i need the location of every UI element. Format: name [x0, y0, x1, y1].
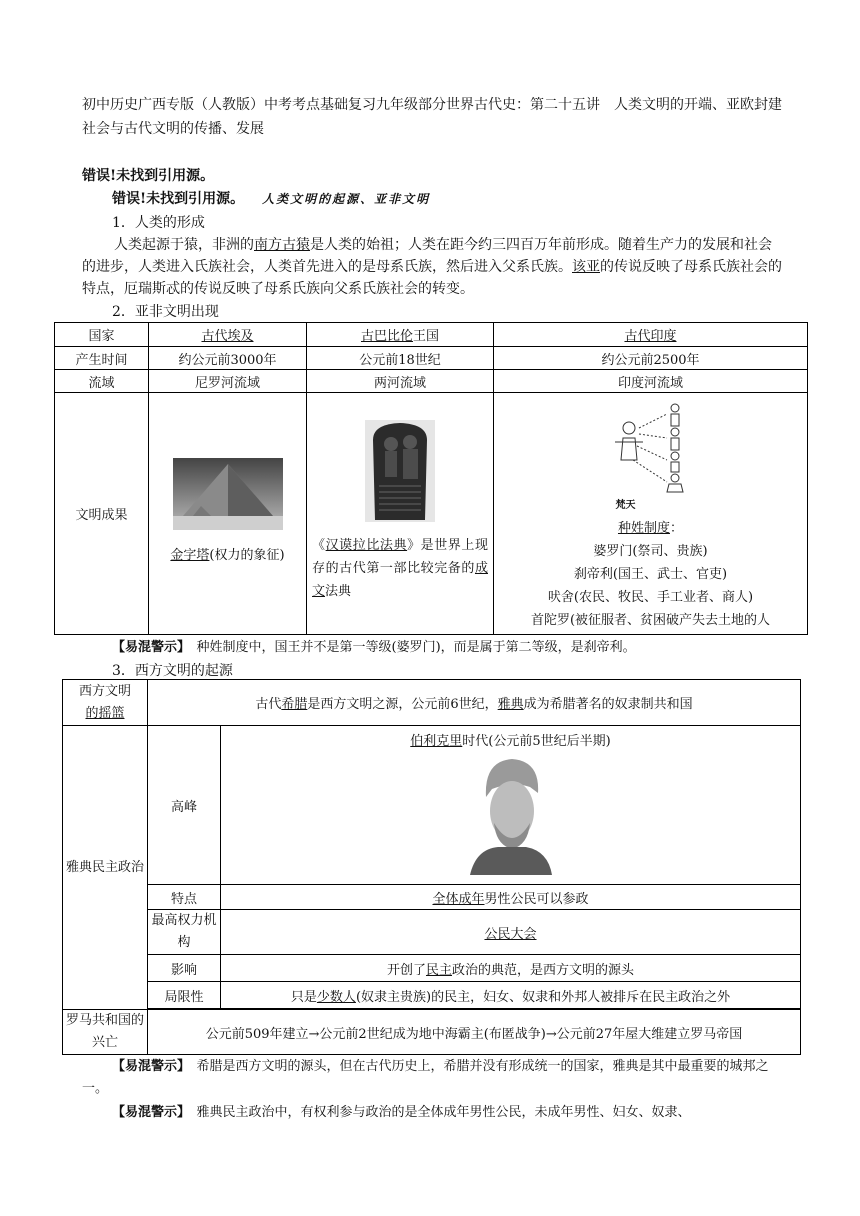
caste-diagram-image [603, 398, 699, 498]
limit-content: 只是少数人(奴隶主贵族)的民主，妇女、奴隶和外邦人被排斥在民主政治之外 [221, 982, 801, 1009]
influence-content: 开创了民主政治的典范，是西方文明的源头 [221, 955, 801, 982]
egypt-time: 约公元前3000年 [149, 347, 307, 370]
rome-content: 公元前509年建立→公元前2世纪成为地中海霸主(布匿战争)→公元前27年屋大维建立罗马帝国 [148, 1010, 801, 1055]
warning-2: 【易混警示】 希腊是西方文明的源头，但在古代历史上，希腊并没有形成统一的国家，雅典是其中最重要的城邦之一。 [82, 1059, 769, 1096]
western-civilization-table [62, 679, 801, 1055]
caste-shudra: 首陀罗(被征服者、贫困破产失去土地的人 [530, 612, 771, 628]
pyramid-image [173, 458, 283, 530]
error-heading-2: 错误!未找到引用源。 人类文明的起源、亚非文明 [112, 191, 431, 207]
democracy-label: 雅典民主政治 [63, 726, 148, 1010]
caste-brahmin: 婆罗门(祭司、贵族) [593, 543, 708, 559]
row-label-time: 产生时间 [55, 347, 149, 370]
egypt-river: 尼罗河流域 [149, 370, 307, 393]
india-achievement [494, 393, 808, 635]
cradle-content: 古代希腊是西方文明之源，公元前6世纪，雅典成为希腊著名的奴隶制共和国 [148, 680, 801, 726]
hammurabi-stele-image [365, 420, 435, 522]
babylon-time: 公元前18世纪 [307, 347, 494, 370]
hammurabi-caption: 《汉谟拉比法典》是世界上现存的古代第一部比较完备的成文法典 [312, 538, 488, 599]
row-label-river: 流域 [55, 370, 149, 393]
document-title: 初中历史广西专版（人教版）中考考点基础复习九年级部分世界古代史：第二十五讲 人类文明的开端、亚欧封建社会与古代文明的传播、发展 [82, 97, 782, 137]
cradle-label: 西方文明 的摇篮 [63, 680, 148, 726]
feature-content: 全体成年男性公民可以参政 [221, 885, 801, 910]
influence-label: 影响 [148, 955, 221, 982]
row-label-achievements: 文明成果 [55, 393, 149, 635]
header-egypt: 古代埃及 [149, 323, 307, 347]
pericles-bust-image [466, 753, 556, 875]
rome-label: 罗马共和国的兴亡 [63, 1010, 148, 1055]
babylon-river: 两河流域 [307, 370, 494, 393]
header-country: 国家 [55, 323, 149, 347]
power-label: 最高权力机构 [148, 910, 221, 955]
asia-africa-table [54, 322, 808, 635]
caste-title: 种姓制度： [617, 520, 684, 536]
babylon-achievement [307, 393, 494, 635]
feature-label: 特点 [148, 885, 221, 910]
power-content: 公民大会 [221, 910, 801, 955]
warning-3: 【易混警示】 雅典民主政治中，有权利参与政治的是全体成年男性公民，未成年男性、妇女、奴隶、 [112, 1105, 691, 1120]
header-india: 古代印度 [494, 323, 808, 347]
section-1-paragraph: 人类起源于猿，非洲的南方古猿是人类的始祖；人类在距今约三四百万年前形成。随着生产力的发展和社会的进步，人类进入氏族社会，人类首先进入的是母系氏族，然后进入父系氏族。该亚的传说反映了母系氏族社会的特点，厄瑞斯忒的传说反映了母系氏族向父系氏族社会的转变。 [82, 237, 782, 297]
pericles-era: 伯利克里时代(公元前5世纪后半期) [410, 734, 611, 749]
caste-kshatriya: 刹帝利(国王、武士、官吏) [573, 566, 728, 582]
section-1-heading: 1．人类的形成 [112, 215, 205, 231]
peak-label: 高峰 [148, 726, 221, 885]
section-3-heading: 3．西方文明的起源 [112, 663, 233, 679]
caste-vaishya: 吠舍(农民、牧民、手工业者、商人) [547, 589, 754, 605]
warning-1: 【易混警示】 种姓制度中，国王并不是第一等级(婆罗门)，而是属于第二等级，是刹帝利。 [112, 640, 636, 655]
peak-content [221, 726, 801, 885]
fantian-label: 梵天 [615, 499, 636, 511]
egypt-achievement [149, 393, 307, 635]
india-river: 印度河流域 [494, 370, 808, 393]
india-time: 约公元前2500年 [494, 347, 808, 370]
limit-label: 局限性 [148, 982, 221, 1009]
pyramid-caption: 金字塔(权力的象征) [170, 548, 285, 563]
caste-system-text [494, 517, 807, 634]
header-babylon: 古巴比伦王国 [307, 323, 494, 347]
section-2-heading: 2．亚非文明出现 [112, 304, 219, 320]
section-subtitle: 人类文明的起源、亚非文明 [262, 192, 431, 206]
error-heading-1: 错误!未找到引用源。 [82, 168, 215, 184]
